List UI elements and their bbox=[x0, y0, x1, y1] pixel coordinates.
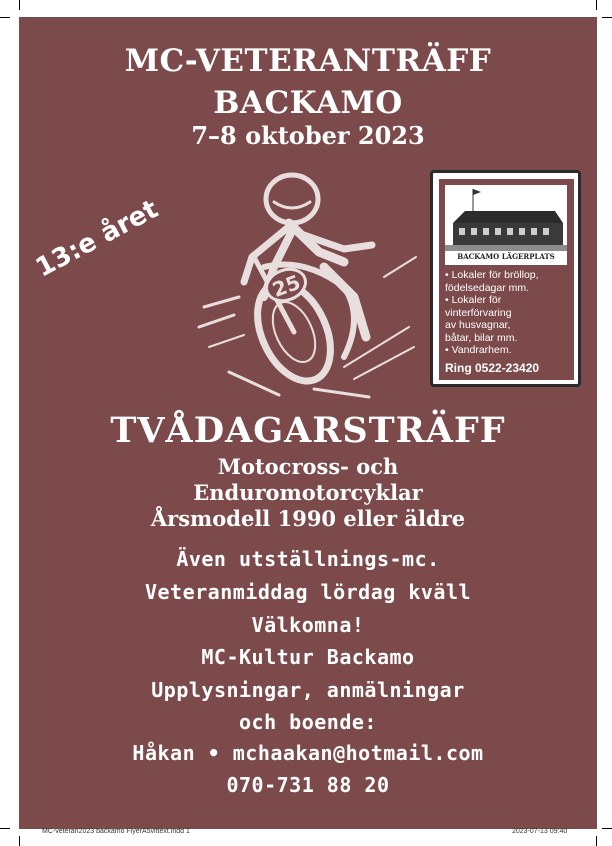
lodge-advertisement bbox=[430, 170, 581, 387]
lodge-photo bbox=[445, 185, 567, 265]
print-slug-timestamp: 2023-07-13 09:40 bbox=[512, 828, 568, 835]
headline: TVÅDAGARSTRÄFF bbox=[110, 410, 506, 451]
ad-line: • Lokaler för bbox=[445, 294, 502, 306]
contact-phone-line: 070-731 88 20 bbox=[226, 773, 390, 797]
event-date: 7–8 oktober 2023 bbox=[191, 121, 425, 150]
rider-number: 25 bbox=[269, 269, 304, 302]
title-line-1: MC-VETERANTRÄFF bbox=[124, 43, 492, 79]
ad-line: av husvagnar, bbox=[445, 319, 511, 331]
crop-mark bbox=[0, 828, 10, 829]
title-line-2: BACKAMO bbox=[213, 85, 403, 121]
event-title bbox=[19, 40, 597, 124]
subtitle-line: Årsmodell 1990 eller äldre bbox=[150, 506, 466, 531]
crop-mark bbox=[0, 17, 10, 18]
ad-line: födelsedagar mm. bbox=[445, 281, 530, 294]
crop-mark bbox=[19, 0, 20, 10]
ad-panel bbox=[438, 178, 575, 381]
info-line: och boende: bbox=[239, 710, 377, 734]
motocross-rider-illustration bbox=[194, 157, 424, 402]
anniversary-badge: 13:e året bbox=[31, 194, 164, 284]
info-line: Upplysningar, anmälningar bbox=[151, 678, 465, 702]
info-line: Även utställnings-mc. bbox=[176, 547, 440, 571]
lodge-building-image bbox=[445, 185, 567, 251]
info-line: Veteranmiddag lördag kväll bbox=[144, 580, 472, 604]
poster bbox=[19, 17, 597, 829]
ad-text bbox=[445, 269, 573, 357]
ad-phone: Ring 0522-23420 bbox=[445, 361, 540, 375]
subtitle-line: Enduromotorcyklar bbox=[193, 480, 423, 505]
ad-line: vinterförvaring bbox=[445, 306, 512, 319]
crop-mark bbox=[596, 0, 597, 10]
info-line: MC-Kultur Backamo bbox=[201, 645, 415, 669]
subtitle-line: Motocross- och bbox=[217, 454, 399, 479]
ad-line: båtar, bilar mm. bbox=[445, 331, 518, 344]
contact-email-line: Håkan • mchaakan@hotmail.com bbox=[132, 741, 484, 765]
crop-mark bbox=[602, 17, 612, 18]
ad-line: • Lokaler för bröllop, bbox=[445, 269, 539, 281]
lodge-caption: BACKAMO LÄGERPLATS bbox=[457, 252, 555, 261]
crop-mark bbox=[602, 828, 612, 829]
print-slug-file: MC-veteran2023 backamo FlyerA5vittext.indd 1 bbox=[42, 828, 190, 835]
ad-line: • Vandrarhem. bbox=[445, 344, 512, 356]
crop-mark bbox=[19, 836, 20, 846]
crop-mark bbox=[596, 836, 597, 846]
info-line: Välkomna! bbox=[251, 613, 365, 637]
